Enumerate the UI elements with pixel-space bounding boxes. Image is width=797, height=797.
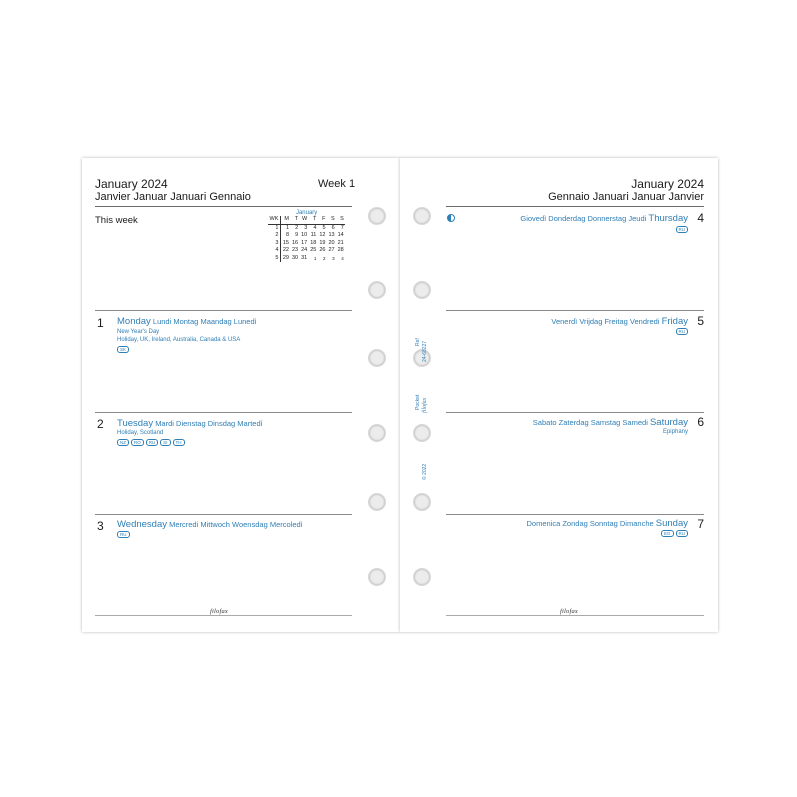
binder-hole bbox=[368, 568, 386, 586]
country-badge: RO bbox=[131, 439, 144, 446]
binder-hole bbox=[413, 281, 431, 299]
country-badge: NZ bbox=[117, 439, 129, 446]
mini-calendar-header: T bbox=[309, 216, 318, 224]
mini-calendar-cell: 31 bbox=[301, 254, 308, 261]
day-number: 4 bbox=[697, 211, 704, 225]
day-name bbox=[520, 213, 688, 224]
mini-calendar-cell: 16 bbox=[292, 239, 299, 246]
mini-calendar-cell: 2 bbox=[268, 232, 281, 240]
country-badge: RU bbox=[117, 531, 130, 538]
day-divider bbox=[446, 412, 704, 413]
day-name-other: Venerdì Vrijdag Freitag Vendredi bbox=[551, 317, 660, 326]
copyright: © 2022 bbox=[422, 463, 428, 480]
day-name-en: Sunday bbox=[655, 518, 688, 529]
day-divider bbox=[95, 514, 352, 515]
country-badge: SK bbox=[117, 346, 129, 353]
day-name-en: Monday bbox=[117, 316, 151, 327]
mini-calendar-cell: 11 bbox=[310, 232, 317, 238]
page-title: January 2024 bbox=[631, 177, 704, 191]
pocket-label: Pocket bbox=[415, 394, 421, 410]
mini-calendar-cell: 10 bbox=[301, 232, 308, 238]
filofax-logo: filofax bbox=[210, 608, 229, 615]
day-note: Holiday, Scotland bbox=[117, 430, 164, 436]
mini-calendar-cell: 19 bbox=[319, 239, 326, 246]
page-subtitle: Gennaio Januari Januar Janvier bbox=[548, 191, 704, 203]
country-badge: EG bbox=[661, 530, 674, 537]
country-badges bbox=[676, 328, 689, 335]
mini-calendar-cell: 5 bbox=[322, 224, 326, 231]
day-number: 5 bbox=[697, 314, 704, 328]
country-badge: RU bbox=[146, 439, 159, 446]
country-badge: RU bbox=[676, 328, 689, 335]
mini-calendar-cell: 20 bbox=[328, 239, 335, 246]
mini-calendar-cell: 17 bbox=[301, 239, 308, 246]
mini-calendar-cell: 23 bbox=[292, 247, 299, 253]
country-badges bbox=[117, 531, 130, 538]
mini-calendar-header: S bbox=[327, 216, 336, 224]
mini-calendar-cell: 12 bbox=[319, 232, 326, 238]
mini-calendar-cell: 3 bbox=[268, 240, 281, 248]
moon-phase-icon bbox=[447, 214, 455, 222]
day-name bbox=[117, 316, 257, 327]
mini-calendar-header: T bbox=[291, 216, 300, 224]
mini-calendar-cell: 2 bbox=[322, 255, 326, 261]
country-badges bbox=[661, 530, 688, 537]
mini-calendar-cell: 22 bbox=[282, 247, 289, 253]
day-name-en: Tuesday bbox=[117, 418, 154, 429]
day-divider bbox=[95, 310, 352, 311]
binder-hole bbox=[368, 424, 386, 442]
mini-calendar-cell: 2 bbox=[295, 224, 299, 231]
country-badge: TH bbox=[173, 439, 185, 446]
day-number: 2 bbox=[97, 417, 104, 431]
mini-calendar bbox=[268, 210, 345, 262]
day-number: 1 bbox=[97, 316, 104, 330]
day-name-en: Wednesday bbox=[117, 519, 167, 530]
day-name bbox=[527, 518, 689, 529]
mini-calendar-cell: 4 bbox=[313, 224, 317, 231]
day-name-en: Saturday bbox=[649, 417, 688, 428]
binder-hole bbox=[368, 349, 386, 367]
binder-hole bbox=[368, 281, 386, 299]
mini-calendar-header: WK bbox=[268, 216, 281, 224]
footer-divider bbox=[95, 615, 352, 616]
mini-calendar-header: W bbox=[300, 216, 309, 224]
country-badges bbox=[117, 346, 129, 353]
day-divider bbox=[446, 514, 704, 515]
binder-hole bbox=[413, 207, 431, 225]
mini-calendar-cell: 26 bbox=[319, 247, 326, 253]
day-number: 6 bbox=[697, 415, 704, 429]
header-divider bbox=[95, 206, 352, 207]
binder-hole bbox=[413, 568, 431, 586]
day-name bbox=[533, 417, 688, 428]
right-page bbox=[400, 158, 718, 632]
day-name-other: Giovedì Donderdag Donnerstag Jeudi bbox=[520, 214, 647, 223]
day-number: 3 bbox=[97, 519, 104, 533]
mini-calendar-cell: 29 bbox=[282, 254, 289, 261]
mini-calendar-cell: 8 bbox=[285, 232, 289, 238]
day-name bbox=[117, 519, 303, 530]
day-name-en: Friday bbox=[661, 316, 688, 327]
day-name-en: Thursday bbox=[648, 213, 688, 224]
day-number: 7 bbox=[697, 517, 704, 531]
mini-calendar-cell: 13 bbox=[328, 232, 335, 238]
mini-calendar-cell: 18 bbox=[310, 239, 317, 246]
day-divider bbox=[446, 310, 704, 311]
mini-calendar-cell: 7 bbox=[340, 224, 344, 231]
mini-calendar-header: F bbox=[318, 216, 327, 224]
country-badges bbox=[676, 226, 689, 233]
country-badge: RU bbox=[676, 530, 689, 537]
mini-calendar-cell: 3 bbox=[332, 255, 335, 261]
binder-hole bbox=[368, 493, 386, 511]
day-name-other: Sabato Zaterdag Samstag Samedi bbox=[532, 418, 648, 427]
mini-calendar-cell: 21 bbox=[337, 239, 344, 246]
country-badge: RU bbox=[676, 226, 689, 233]
mini-calendar-cell: 4 bbox=[341, 255, 344, 261]
mini-calendar-cell: 30 bbox=[292, 254, 299, 261]
mini-calendar-cell: 1 bbox=[285, 224, 289, 231]
day-name-other: Mardi Dienstag Dinsdag Martedì bbox=[155, 419, 263, 428]
header-divider bbox=[446, 206, 704, 207]
ref-code: 24-68227 bbox=[422, 340, 428, 362]
day-name-other: Mercredi Mittwoch Woensdag Mercoledì bbox=[169, 520, 303, 529]
day-note: Holiday, UK, Ireland, Australia, Canada & USA bbox=[117, 337, 241, 343]
this-week-label: This week bbox=[95, 215, 138, 226]
footer-divider bbox=[446, 615, 704, 616]
mini-calendar-cell: 1 bbox=[313, 255, 317, 261]
mini-calendar-cell: 15 bbox=[282, 239, 289, 246]
page-title: January 2024 bbox=[95, 177, 168, 191]
country-badge: SI bbox=[160, 439, 170, 446]
mini-calendar-month: January bbox=[295, 210, 318, 216]
mini-calendar-cell: 4 bbox=[268, 247, 281, 255]
day-divider bbox=[95, 412, 352, 413]
binder-hole bbox=[413, 493, 431, 511]
mini-calendar-cell: 14 bbox=[337, 232, 344, 238]
filofax-logo: filofax bbox=[560, 608, 579, 615]
day-name bbox=[117, 418, 263, 429]
mini-calendar-cell: 9 bbox=[295, 232, 299, 238]
day-name bbox=[551, 316, 688, 327]
day-note: New Year's Day bbox=[117, 329, 160, 335]
ref-label: Ref bbox=[415, 338, 421, 346]
left-page bbox=[82, 158, 400, 632]
day-note: Epiphany bbox=[662, 429, 688, 435]
mini-calendar-cell: 27 bbox=[328, 247, 335, 253]
mini-calendar-cell: 3 bbox=[304, 224, 308, 231]
binder-hole bbox=[368, 207, 386, 225]
mini-calendar-cell: 5 bbox=[268, 255, 281, 263]
mini-calendar-cell: 6 bbox=[331, 224, 335, 231]
mini-calendar-header: S bbox=[336, 216, 345, 224]
page-subtitle: Janvier Januar Januari Gennaio bbox=[95, 191, 251, 203]
mini-calendar-cell: 1 bbox=[268, 224, 281, 232]
spine-brand: filofax bbox=[422, 397, 428, 413]
country-badges bbox=[117, 439, 185, 446]
week-label: Week 1 bbox=[318, 178, 356, 190]
day-name-other: Domenica Zondag Sonntag Dimanche bbox=[526, 519, 654, 528]
mini-calendar-cell: 25 bbox=[310, 247, 317, 253]
day-name-other: Lundi Montag Maandag Lunedì bbox=[152, 317, 257, 326]
mini-calendar-header: M bbox=[281, 216, 291, 224]
binder-hole bbox=[413, 424, 431, 442]
mini-calendar-cell: 24 bbox=[301, 247, 308, 253]
mini-calendar-cell: 28 bbox=[337, 247, 344, 253]
